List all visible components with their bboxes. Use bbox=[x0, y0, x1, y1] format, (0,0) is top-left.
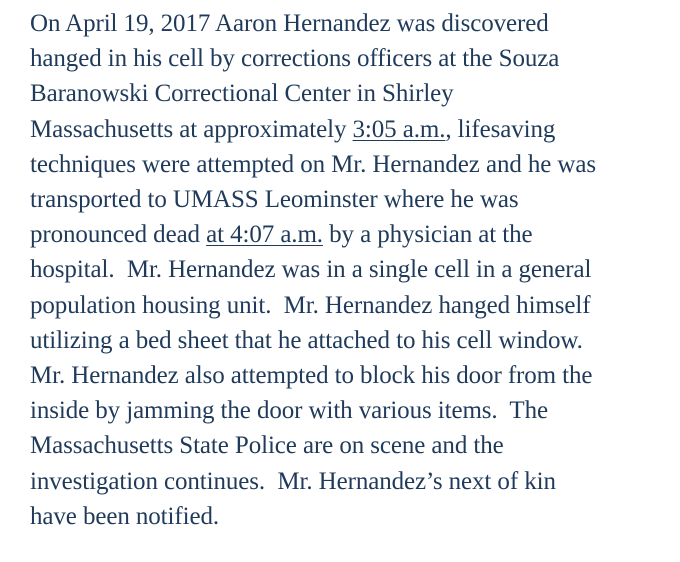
line-text: Massachusetts at approximately bbox=[30, 115, 353, 143]
statement-line bbox=[30, 217, 670, 252]
line-text: pronounced dead bbox=[30, 221, 207, 249]
statement-line: hanged in his cell by corrections officers at the Souza bbox=[30, 45, 560, 73]
statement-line bbox=[30, 112, 670, 147]
statement-line: investigation continues. Mr. Hernandez’s next of kin bbox=[30, 467, 556, 495]
statement-line: have been notified. bbox=[30, 502, 219, 530]
statement-paragraph bbox=[30, 6, 670, 534]
statement-line: Mr. Hernandez also attempted to block his door from the bbox=[30, 362, 593, 390]
time-found-underlined: 3:05 a.m. bbox=[352, 115, 446, 143]
line-text: by a physician at the bbox=[322, 221, 533, 249]
line-text: , lifesaving bbox=[445, 115, 556, 143]
statement-line: inside by jamming the door with various items. The bbox=[30, 397, 548, 425]
statement-line: hospital. Mr. Hernandez was in a single cell in a general bbox=[30, 256, 592, 284]
statement-line: Baranowski Correctional Center in Shirley bbox=[30, 80, 454, 108]
statement-line: Massachusetts State Police are on scene and the bbox=[30, 432, 504, 460]
time-of-death-underlined: at 4:07 a.m. bbox=[206, 221, 323, 249]
statement-line: transported to UMASS Leominster where he was bbox=[30, 186, 519, 214]
statement-line: On April 19, 2017 Aaron Hernandez was discovered bbox=[30, 10, 549, 37]
statement-line: techniques were attempted on Mr. Hernandez and he was bbox=[30, 150, 597, 178]
statement-line: utilizing a bed sheet that he attached to his cell window. bbox=[30, 326, 583, 354]
statement-line: population housing unit. Mr. Hernandez hanged himself bbox=[30, 291, 591, 319]
